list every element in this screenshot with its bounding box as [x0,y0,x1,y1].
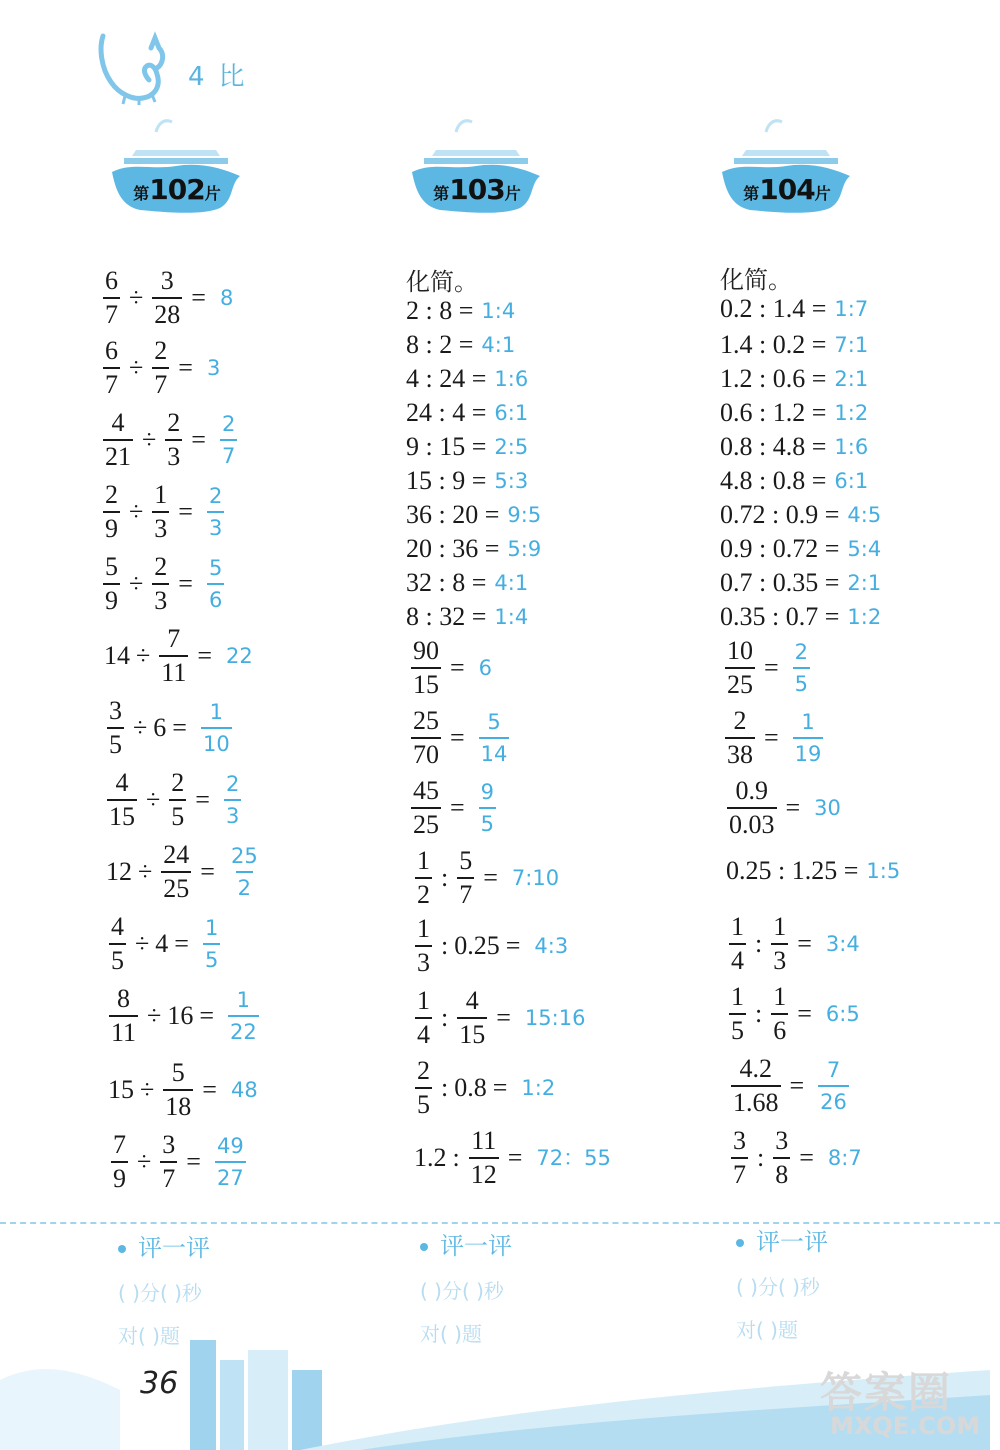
review-heading: 评一评 [118,1228,210,1263]
fraction: $\frac{6}{7}$ [105,336,118,399]
answer: 15:16 [524,1005,586,1030]
answer: 9:5 [507,502,542,527]
answer: $\frac{1}{22}$ [230,988,257,1044]
problem-c2-15: $\frac{1}{3}$ : 0.25 = 4:3 [417,914,569,977]
problem-c2-9: 32 : 8 = 4:1 [406,568,529,597]
answer: 6:5 [825,1001,860,1026]
badge-label: 第104片 [743,173,831,206]
problem-c2-10: 8 : 32 = 1:4 [406,602,529,631]
problem-c1-12: 15 ÷ $\frac{5}{18}$ = 48 [108,1058,258,1121]
problem-c3-3: 1.2 : 0.6 = 2:1 [720,364,869,393]
problem-c1-2: $\frac{6}{7}$ ÷ $\frac{2}{7}$ = 3 [105,336,221,399]
problem-c3-4: 0.6 : 1.2 = 1:2 [720,398,869,427]
bullet-icon [420,1243,428,1251]
problem-c3-16: $\frac{1}{5}$ : $\frac{1}{6}$ = 6:5 [731,982,860,1045]
answer: $\frac{1}{10}$ [202,700,230,756]
fraction: $\frac{2}{7}$ [154,336,168,399]
problem-c1-11: $\frac{8}{11}$ ÷ 16 = $\frac{1}{22}$ [111,984,257,1047]
problem-c3-7: 0.72 : 0.9 = 4:5 [720,500,882,529]
problem-c3-15: $\frac{1}{4}$ : $\frac{1}{3}$ = 3:4 [731,912,860,975]
answer: 2:5 [494,434,529,459]
answer: 1:2 [521,1075,556,1100]
answer: 4:1 [494,570,529,595]
problem-c2-8: 20 : 36 = 5:9 [406,534,542,563]
problem-c2-14: $\frac{1}{2}$ : $\frac{5}{7}$ = 7:10 [417,846,560,909]
problem-c1-1: $\frac{6}{7}$ ÷ $\frac{3}{28}$ = 8 [105,266,234,329]
answer: $\frac{49}{27}$ [216,1134,244,1190]
problem-c2-1: 2 : 8 = 1:4 [406,296,516,325]
answer: 1:4 [481,298,516,323]
chapter-title: 比 [218,62,259,92]
answer: 8:7 [827,1145,862,1170]
problem-c2-13: $\frac{45}{25}$ = $\frac{9}{5}$ [413,776,495,839]
answer: 2:1 [847,570,882,595]
answer: 1:2 [834,400,869,425]
problem-c3-11: $\frac{10}{25}$ = $\frac{2}{5}$ [727,636,809,699]
answer: $\frac{1}{5}$ [204,916,219,972]
answer: 30 [814,795,841,820]
problem-c3-8: 0.9 : 0.72 = 5:4 [720,534,882,563]
answer: $\frac{25}{2}$ [230,844,258,900]
problem-c3-9: 0.7 : 0.35 = 2:1 [720,568,882,597]
problem-c3-17: $\frac{4.2}{1.68}$ = $\frac{7}{26}$ [733,1054,847,1117]
problem-c1-5: $\frac{5}{9}$ ÷ $\frac{2}{3}$ = $\frac{5}{6}$ [105,552,223,615]
problem-c2-16: $\frac{1}{4}$ : $\frac{4}{15}$ = 15:16 [417,986,586,1049]
answer: 3 [206,355,221,380]
problem-c3-13: $\frac{0.9}{0.03}$ = 30 [729,776,841,839]
answer: 1:7 [834,296,869,321]
problem-c2-6: 15 : 9 = 5:3 [406,466,529,495]
problem-c3-14: 0.25 : 1.25 = 1:5 [726,856,901,885]
answer: 6:1 [494,400,529,425]
answer: 4:1 [481,332,516,357]
bullet-icon [736,1239,744,1247]
answer: 7:10 [511,865,560,890]
review-heading: 评一评 [736,1222,828,1257]
badge-label: 第102片 [133,173,221,206]
problem-c3-12: $\frac{2}{38}$ = $\frac{1}{19}$ [727,706,822,769]
problem-c3-18: $\frac{3}{7}$ : $\frac{3}{8}$ = 8:7 [733,1126,862,1189]
review-correct-line: 对( )题 [736,1318,798,1342]
answer: 8 [219,285,234,310]
problem-c3-6: 4.8 : 0.8 = 6:1 [720,466,869,495]
page-number: 36 [140,1366,179,1401]
chapter-heading [188,56,259,93]
column-title: 化简。 [406,268,478,296]
answer: 3:4 [825,931,860,956]
review-time-line: ( )分( )秒 [118,1281,202,1305]
review-correct-line: 对( )题 [118,1324,180,1348]
answer: $\frac{9}{5}$ [480,780,495,836]
watermark-logo: 答案圈 MXQE.COM [820,1368,981,1440]
answer: 1:6 [494,366,529,391]
answer: 1:4 [494,604,529,629]
review-time-line: ( )分( )秒 [420,1279,504,1303]
problem-c1-9: 12 ÷ $\frac{24}{25}$ = $\frac{25}{2}$ [106,840,258,903]
problem-c1-3: $\frac{4}{21}$ ÷ $\frac{2}{3}$ = $\frac{2}{7}$ [105,408,236,471]
column-title: 化简。 [720,266,792,294]
chapter-number: 4 [188,62,219,92]
problem-c1-4: $\frac{2}{9}$ ÷ $\frac{1}{3}$ = $\frac{2}{3}$ [105,480,223,543]
badge-103 [412,112,542,220]
review-time-line: ( )分( )秒 [736,1275,820,1299]
answer: $\frac{7}{26}$ [820,1058,847,1114]
answer: 5:4 [847,536,882,561]
problem-c2-5: 9 : 15 = 2:5 [406,432,529,461]
answer: $\frac{5}{14}$ [480,710,508,766]
answer: 5:9 [507,536,542,561]
answer: 5:3 [494,468,529,493]
answer: 72：55 [536,1145,611,1170]
review-heading: 评一评 [420,1226,512,1261]
problem-c2-3: 4 : 24 = 1:6 [406,364,529,393]
problem-c2-18: 1.2 : $\frac{11}{12}$ = 72：55 [414,1126,611,1189]
review-correct-line: 对( )题 [420,1322,482,1346]
problem-c2-4: 24 : 4 = 6:1 [406,398,529,427]
answer: $\frac{2}{3}$ [225,772,240,828]
answer: 4:3 [534,933,569,958]
badge-102 [112,112,242,220]
answer: 7:1 [834,332,869,357]
problem-c1-6: 14 ÷ $\frac{7}{11}$ = 22 [104,624,253,687]
answer: $\frac{1}{19}$ [794,710,822,766]
problem-c1-7: $\frac{3}{5}$ ÷ 6 = $\frac{1}{10}$ [109,696,230,759]
fraction: $\frac{6}{7}$ [105,266,118,329]
problem-c2-7: 36 : 20 = 9:5 [406,500,542,529]
answer: 2:1 [834,366,869,391]
cat-illustration [95,28,175,106]
answer: 1:2 [847,604,882,629]
answer: 6:1 [834,468,869,493]
answer: $\frac{2}{5}$ [794,640,809,696]
badge-label: 第103片 [433,173,521,206]
dashed-divider [0,1222,1000,1224]
problem-c3-5: 0.8 : 4.8 = 1:6 [720,432,869,461]
problem-c1-10: $\frac{4}{5}$ ÷ 4 = $\frac{1}{5}$ [111,912,219,975]
answer: 48 [230,1077,258,1102]
problem-c3-2: 1.4 : 0.2 = 7:1 [720,330,869,359]
problem-c2-11: $\frac{90}{15}$ = 6 [413,636,493,699]
problem-c2-2: 8 : 2 = 4:1 [406,330,516,359]
fraction: $\frac{3}{28}$ [154,266,181,329]
problem-c2-12: $\frac{25}{70}$ = $\frac{5}{14}$ [413,706,508,769]
answer: 22 [226,643,253,668]
answer: 1:6 [834,434,869,459]
problem-c3-1: 0.2 : 1.4 = 1:7 [720,294,869,323]
answer: $\frac{2}{3}$ [208,484,223,540]
answer: $\frac{5}{6}$ [208,556,223,612]
badge-104 [722,112,852,220]
answer: $\frac{2}{7}$ [221,412,236,468]
problem-c3-10: 0.35 : 0.7 = 1:2 [720,602,882,631]
bullet-icon [118,1245,126,1253]
answer: 4:5 [847,502,882,527]
problem-c1-8: $\frac{4}{15}$ ÷ $\frac{2}{5}$ = $\frac{2}{3}$ [109,768,240,831]
problem-c2-17: $\frac{2}{5}$ : 0.8 = 1:2 [417,1056,556,1119]
problem-c1-13: $\frac{7}{9}$ ÷ $\frac{3}{7}$ = $\frac{49}{27}$ [113,1130,244,1193]
answer: 6 [478,655,493,680]
answer: 1:5 [866,858,901,883]
